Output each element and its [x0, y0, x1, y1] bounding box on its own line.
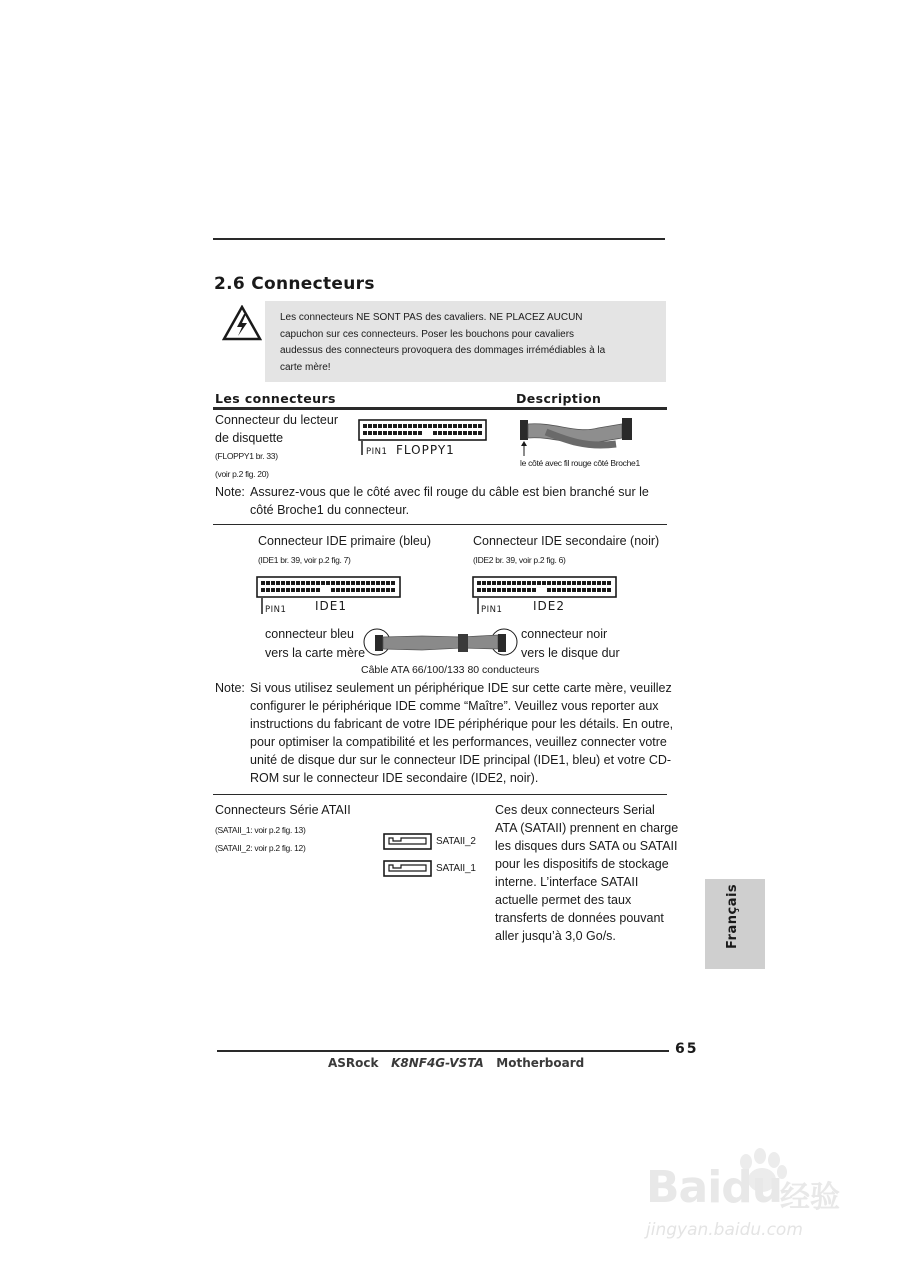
ide-note-line-5: unité de disque dur sur le connecteur IDE principal (IDE1, bleu) et votre CD-: [250, 753, 672, 767]
sata-desc-line-8: aller jusqu’à 3,0 Go/s.: [495, 929, 616, 943]
ide-secondary-ref: (IDE2 br. 39, voir p.2 fig. 6): [473, 555, 566, 565]
ide-note-label: Note:: [215, 681, 245, 695]
sata-desc-line-7: transferts de données pouvant: [495, 911, 664, 925]
sata2-connector: [383, 833, 433, 850]
floppy-ref-figure: (voir p.2 fig. 20): [215, 469, 269, 479]
ide-note-line-2: configurer le périphérique IDE comme “Maître”. Veuillez vous reporter aux: [250, 699, 659, 713]
sata-ref-1: (SATAII_1: voir p.2 fig. 13): [215, 825, 306, 835]
floppy-section-rule: [213, 524, 667, 525]
sata-desc-line-2: ATA (SATAII) prennent en charge: [495, 821, 679, 835]
floppy-note-label: Note:: [215, 485, 245, 499]
ide-secondary-title: Connecteur IDE secondaire (noir): [473, 534, 660, 548]
sata-desc-line-1: Ces deux connecteurs Serial: [495, 803, 655, 817]
sata-desc-line-5: interne. L’interface SATAII: [495, 875, 639, 889]
floppy-note-line-1: Assurez-vous que le côté avec fil rouge du câble est bien branché sur le: [250, 485, 649, 499]
ide1-label: IDE1: [315, 599, 347, 613]
sata-desc-line-6: actuelle permet des taux: [495, 893, 632, 907]
ide-primary-title: Connecteur IDE primaire (bleu): [258, 534, 431, 548]
ide2-label: IDE2: [533, 599, 565, 613]
warning-line-3: audessus des connecteurs provoquera des dommages irrémédiables à la: [280, 345, 606, 356]
floppy-cable-image: [516, 414, 638, 458]
footer-rule: [217, 1050, 669, 1052]
watermark-logo: Baidu: [646, 1162, 783, 1213]
floppy-ref-pins: (FLOPPY1 br. 33): [215, 451, 278, 461]
language-tab-label: Français: [725, 883, 740, 949]
ide-note-line-3: instructions du fabricant de votre IDE périphérique pour les détails. En outre,: [250, 717, 674, 731]
sata-desc-line-4: pour les dispositifs de stockage: [495, 857, 669, 871]
floppy-connector-label: FLOPPY1: [396, 443, 455, 457]
page-number: 65: [675, 1041, 699, 1057]
ide-cable-image: [362, 626, 520, 660]
ide-primary-ref: (IDE1 br. 39, voir p.2 fig. 7): [258, 555, 351, 565]
table-header-description: Description: [516, 391, 602, 406]
section-title: 2.6 Connecteurs: [214, 274, 375, 294]
top-rule: [213, 238, 665, 240]
ide-right-caption-2: vers le disque dur: [521, 646, 620, 660]
table-header-rule: [213, 407, 667, 410]
ide-note-line-4: pour optimiser la compatibilité et les performances, veuillez connecter votre: [250, 735, 667, 749]
ide-section-rule: [213, 794, 667, 795]
table-header-connectors: Les connecteurs: [215, 391, 336, 406]
warning-line-4: carte mère!: [280, 361, 331, 373]
sata-ref-2: (SATAII_2: voir p.2 fig. 12): [215, 843, 306, 853]
floppy-cable-caption: le côté avec fil rouge côté Broche1: [520, 458, 640, 468]
footer-model: K8NF4G-VSTA: [391, 1056, 484, 1070]
floppy-name-line-2: de disquette: [215, 431, 284, 445]
floppy-note-line-2: côté Broche1 du connecteur.: [250, 503, 410, 517]
ide-left-caption-1: connecteur bleu: [265, 627, 354, 641]
footer-brand: ASRock: [328, 1056, 379, 1070]
sata-name: Connecteurs Série ATAII: [215, 803, 351, 817]
ide-note-line-1: Si vous utilisez seulement un périphérique IDE sur cette carte mère, veuillez: [250, 681, 672, 695]
warning-line-1: Les connecteurs NE SONT PAS des cavaliers. NE PLACEZ AUCUN: [280, 312, 583, 323]
sata1-connector: [383, 860, 433, 877]
ide-left-caption-2: vers la carte mère: [265, 646, 366, 660]
floppy-pin1-label: PIN1: [366, 447, 388, 457]
warning-line-2: capuchon sur ces connecteurs. Poser les bouchons pour cavaliers: [280, 328, 575, 340]
floppy-name-line-1: Connecteur du lecteur: [215, 413, 338, 427]
warning-lightning-icon: [222, 305, 262, 341]
ide1-pin1-label: PIN1: [265, 605, 287, 615]
watermark-chinese: 经验: [780, 1180, 840, 1215]
ide2-pin1-label: PIN1: [481, 605, 503, 615]
ide-cable-caption: Câble ATA 66/100/133 80 conducteurs: [361, 664, 540, 676]
ide-right-caption-1: connecteur noir: [521, 627, 608, 641]
ide-note-line-6: ROM sur le connecteur IDE secondaire (IDE2, noir).: [250, 771, 539, 785]
sata1-label: SATAII_1: [436, 863, 476, 874]
footer-product: Motherboard: [496, 1056, 585, 1070]
baidu-watermark: [640, 1140, 880, 1250]
sata2-label: SATAII_2: [436, 836, 476, 847]
watermark-url: jingyan.baidu.com: [646, 1220, 803, 1240]
sata-desc-line-3: les disques durs SATA ou SATAII: [495, 839, 678, 853]
